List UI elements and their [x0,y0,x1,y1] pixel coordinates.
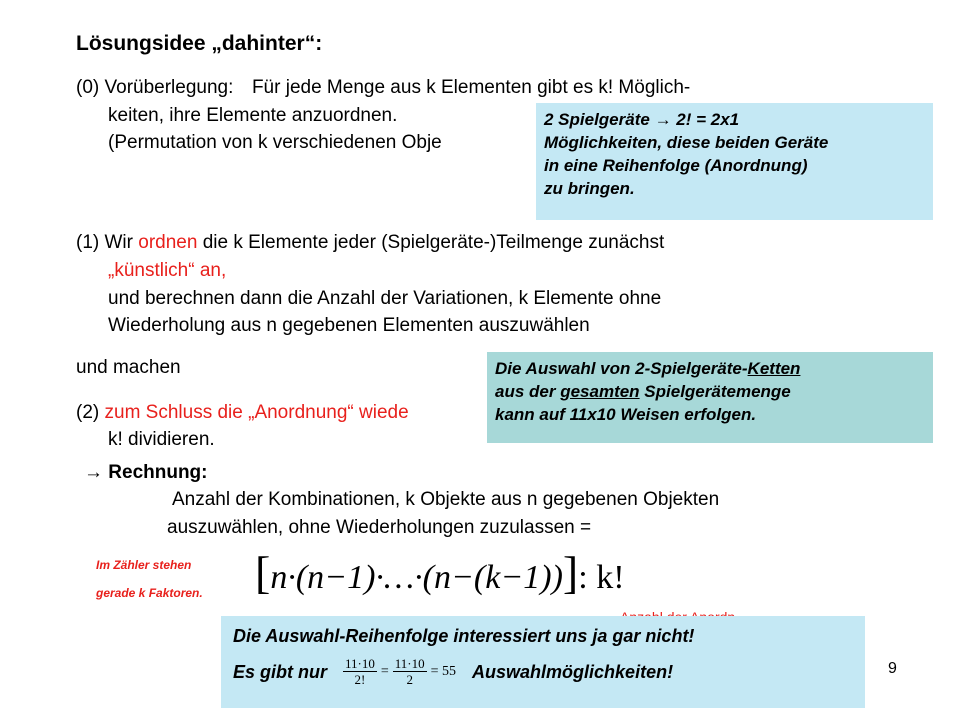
result-value: = 55 [430,663,457,679]
combination-formula [255,546,625,605]
step0-prefix: (0) Vorüberlegung: [76,77,234,98]
step1-mid: die k Elemente jeder (Spielgeräte-)Teilmenge zunächst [197,232,665,253]
note-line1: Im Zähler stehen [96,558,192,572]
box2-underlined-ketten: Ketten [747,359,801,378]
fraction-2 [393,656,427,687]
step1-ordnen: ordnen [138,232,198,253]
fraction-1-numerator: 11·10 [345,656,375,671]
fraction-2-denominator: 2 [406,672,413,687]
step2-line1 [76,401,409,425]
right-bracket: ] [562,547,579,598]
fraction-2-numerator: 11·10 [394,656,425,671]
step2-line2: k! dividieren. [108,429,215,450]
rechnung-line1: Anzahl der Kombinationen, k Objekte aus n gegebenen Objekten [172,489,720,510]
box3-prefix: Es gibt nur [233,661,327,682]
box2-line2 [495,380,925,403]
left-bracket: [ [255,547,271,598]
box2-text-a: Die Auswahl von 2-Spielgeräte- [495,359,748,378]
box2-line3: kann auf 11x10 Weisen erfolgen. [495,405,757,424]
step0-line2: keiten, ihre Elemente anzuordnen. [108,105,398,126]
rechnung-label: Rechnung: [108,462,208,483]
box1-text-a: 2 Spielgeräte [544,110,655,129]
step1-line1 [76,231,664,255]
arrow-right-icon: → [654,110,672,129]
page-number: 9 [888,660,897,677]
box1-text-b: 2! = 2x1 [671,110,740,129]
note-line2: gerade k Faktoren. [96,586,203,600]
step1-line4: Wiederholung aus n gegebenen Elementen auszuwählen [108,315,590,336]
und-machen: und machen [76,357,181,378]
fraction-1 [343,656,377,687]
equals-sign: = [380,663,389,679]
step1-line3: und berechnen dann die Anzahl der Variationen, k Elemente ohne [108,288,662,309]
formula-tail: : k! [578,559,625,596]
arrow-right-icon: → [84,462,103,483]
hint-box-ketten [487,352,933,443]
step0-text: Für jede Menge aus k Elementen gibt es k! Möglich- [251,77,691,98]
box2-line1 [495,357,925,380]
rechnung-line2: auszuwählen, ohne Wiederholungen zuzulassen = [167,517,592,538]
formula-body: n·(n−1)·…·(n−(k−1)) [270,559,563,596]
box2-underlined-gesamten: gesamten [560,382,640,401]
step0-line3: (Permutation von k verschiedenen Obje [108,132,442,153]
box2-text-b: aus der [495,382,561,401]
step0-line1 [76,76,690,100]
box3-line2 [233,656,853,687]
box1-line1 [544,108,925,131]
box1-line4: zu bringen. [544,179,635,198]
step1-prefix: (1) Wir [76,232,139,253]
step2-red: zum Schluss die „Anordnung“ wiede [104,402,409,423]
box1-line3: in eine Reihenfolge (Anordnung) [544,156,808,175]
hint-box-result [221,616,865,708]
box2-text-c: Spielgerätemenge [639,382,791,401]
box3-suffix: Auswahlmöglichkeiten! [472,661,674,682]
fraction-1-denominator: 2! [354,672,366,687]
box3-line1: Die Auswahl-Reihenfolge interessiert uns ja gar nicht! [233,626,695,646]
rechnung-heading [84,461,208,485]
step2-prefix: (2) [76,402,105,423]
box1-line2: Möglichkeiten, diese beiden Geräte [544,133,829,152]
step1-line2: „künstlich“ an, [108,260,227,281]
slide-title: Lösungsidee „dahinter“: [76,32,323,55]
hint-box-permutation [536,103,933,220]
